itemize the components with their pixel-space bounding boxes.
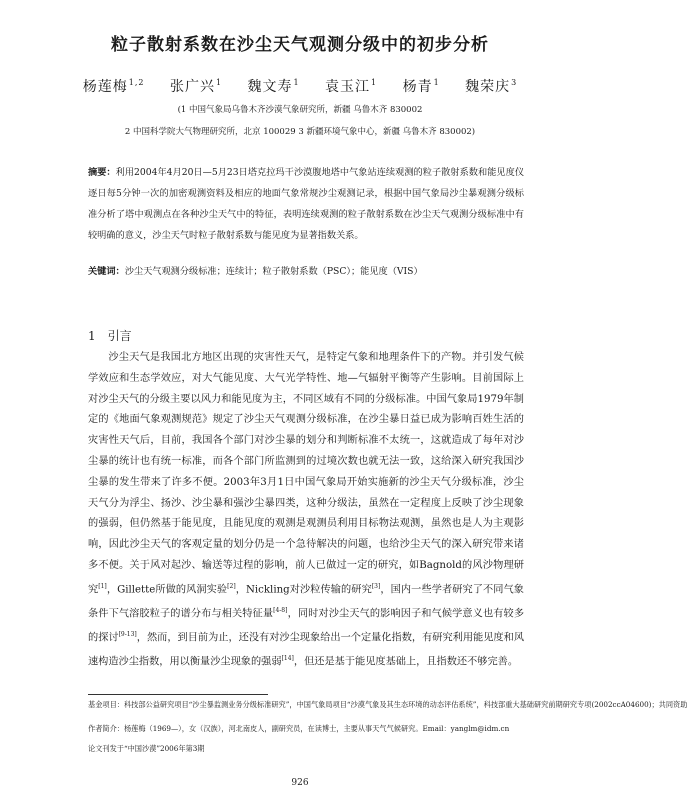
keywords-text: 沙尘天气观测分级标准；连续计；粒子散射系数（PSC）；能见度（VIS） [124,266,423,277]
citation: [2] [227,582,236,590]
author: 杨青$^1$ [402,78,440,95]
paragraph: 沙尘天气是我国北方地区出现的灾害性天气，是特定气象和地理条件下的产物。并引发气候学效应和生态学效应，对大气能见度、大气光学特性、地—气辐射平衡等产生影响。目前国际上对沙尘天气的分级主要以风力和能见度为主，不同区域有不同的分级标准。中国气象局1979年制定的《地面气象观测规范》规定了沙尘天气观测分级标准，在沙尘暴日益已成为影响百姓生活的灾害性天气后，目前，我国各个部门对沙尘暴的划分和判断标准不太统一，这就造成了每年对沙尘暴的统计也有统一标准，而各个部门所监测到的过境次数也就无法一致，这给深入研究我国沙尘暴的发生带来了许多不便。2003年3月1日中国气象局开始实施新的沙尘天气分级标准，沙尘天气分为浮尘、扬沙、沙尘暴和强沙尘暴四类，这种分级法，虽然在一定程度上反映了沙尘现象的强弱，但仍然基于能见度，且能见度的观测是观测员利用目标物法观测，虽然也是人为主观影响，因此沙尘天气的客观定量的划分仍是一个急待解决的问题，也给沙尘天气的深入研究带来诸多不便。关于风对起沙、输送等过程的影响，前人已做过一定的研究，如Bagnold的风沙物理研究[1]，Gillette所做的风洞实验[2]，Nickling对沙粒传输的研究[3]，国内一些学者研究了不同气象条件下气溶胶粒子的谱分布与相关特征量[4-8]，同时对沙尘天气的影响因子和气候学意义也有较多的探讨[9-13]，然而，到目前为止，还没有对沙尘现象给出一个定量化指数，有研究利用能见度和风速构造沙尘指数，用以衡量沙尘现象的强弱[14]，但还是基于能见度基础上，且指数还不够完善。 [88,352,525,668]
citation: [14] [281,655,294,663]
author: 杨莲梅$^{1,2}$ [82,78,145,95]
paper-title: 粒子散射系数在沙尘天气观测分级中的初步分析 [111,35,489,55]
section-number: 1 [88,329,96,343]
body-text [88,348,524,674]
citation: [4-8] [273,606,288,614]
abstract [88,162,524,246]
abstract-text: 利用2004年4月20日—5月23日塔克拉玛干沙漠腹地塔中气象站连续观测的粒子散射系数和能见度仪逐日每5分钟一次的加密观测资料及相应的地面气象常规沙尘观测记录，根据中国气象局沙尘暴观测分级标准分析了塔中观测点在各种沙尘天气中的特征，表明连续观测的粒子散射系数在沙尘天气观测分级标准中有较明确的意义，沙尘天气时粒子散射系数与能见度为显著指数关系。 [88,167,525,241]
affiliation-line-1: (1 中国气象局乌鲁木齐沙漠气象研究所，新疆 乌鲁木齐 830002 [177,105,423,115]
author: 袁玉江$^1$ [325,78,378,95]
citation: [3] [371,582,381,590]
abstract-label: 摘要： [88,167,116,178]
author: 张广兴$^1$ [169,78,223,95]
author-list [0,76,600,96]
section-title: 引言 [107,329,132,343]
section-heading [88,327,132,344]
affiliation-line-2: 2 中国科学院大气物理研究所，北京 100029 3 新疆环境气象中心，新疆 乌鲁木齐 830002) [124,127,476,137]
keywords [88,263,524,281]
page-number: 926 [291,778,309,788]
footnote-author-bio: 作者简介：杨莲梅（1969—），女（汉族），河北南皮人，副研究员，在读博士，主要从事天气气候研究。Email：yanglm@idm.cn [88,724,510,733]
footnote-publication: 论文刊发于“中国沙漠”2006年第3期 [88,744,205,753]
author: 魏荣庆$^3$ [465,78,518,95]
citation: [9-13] [118,631,137,639]
keywords-label: 关键词： [88,266,125,277]
footnote-divider [88,694,268,695]
citation: [1] [98,582,107,590]
footnote-funding: 基金项目：科技部公益研究项目“沙尘暴监测业务分级标准研究”，中国气象局项目“沙漠气象及其生态环境的动态评估系统”，科技部重大基础研究前期研究专项(2002ccA04600)；共同资助 [88,700,687,709]
author: 魏文寿$^1$ [247,78,300,95]
